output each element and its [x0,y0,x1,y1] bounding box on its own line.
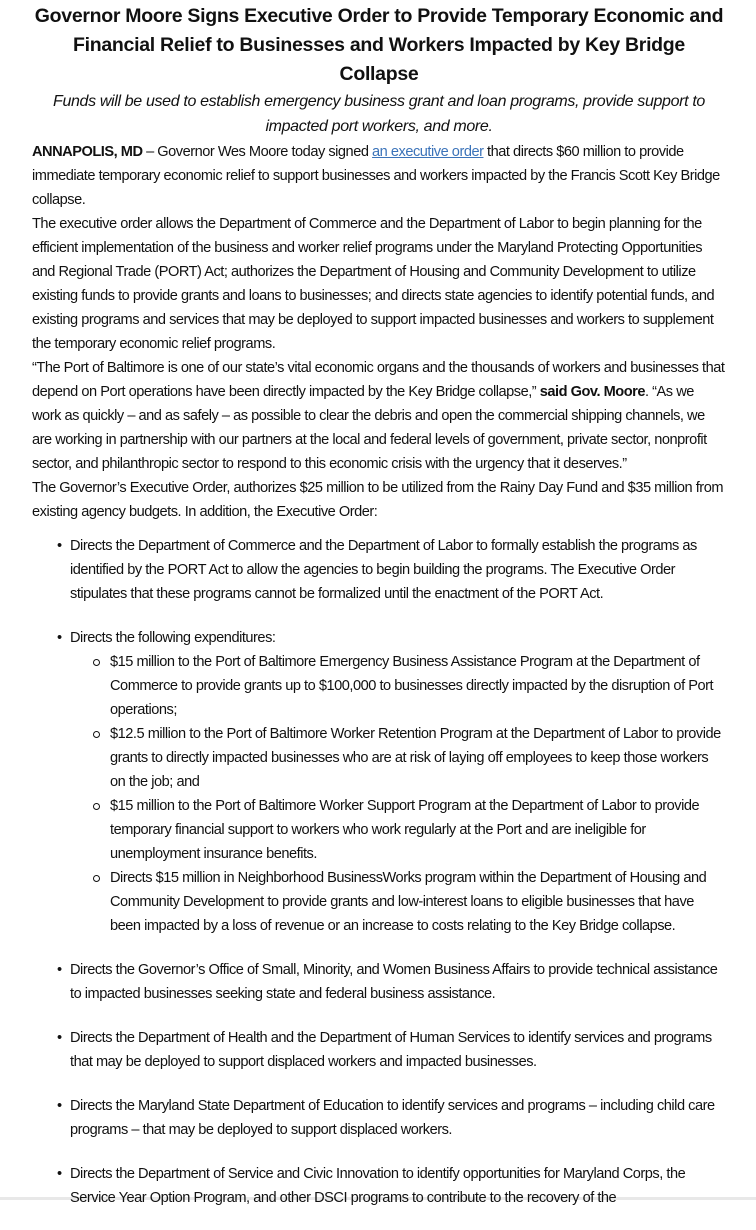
executive-order-link[interactable]: an executive order [372,144,484,160]
list-item-text: Directs the Maryland State Department of Education to identify services and programs – including child care programs – that may be deployed to support displaced workers. [70,1098,715,1138]
sub-list-item-text: Directs $15 million in Neighborhood BusinessWorks program within the Department of Housing and Community Development to provide grants and low-interest loans to eligible businesses that have been impacted by a loss of revenue or an increase to costs relating to the Key Bridge collapse. [110,870,707,934]
bullet-icon: • [57,630,62,646]
quote-paragraph [32,356,726,476]
list-item [57,958,726,1006]
list-item [57,1026,726,1074]
sub-list-item [110,650,726,722]
sub-list-item-text: $15 million to the Port of Baltimore Worker Support Program at the Department of Labor to provide temporary financial support to workers who work regularly at the Port and are ineligible for unemployment insurance benefits. [110,798,700,862]
intro-text-end: that directs $60 million to provide immediate temporary economic relief to support businesses and workers impacted by the Francis Scott Key Bridge collapse. [32,144,720,208]
dateline: ANNAPOLIS, MD [32,144,143,160]
list-item-text: Directs the following expenditures: [70,630,276,646]
list-item-text: Directs the Department of Commerce and the Department of Labor to formally establish the programs as identified by the PORT Act to allow the agencies to begin building the programs. The Executive Order stipulates that these programs cannot be formalized until the enactment of the PORT Act. [70,538,697,602]
list-item-text: Directs the Governor’s Office of Small, Minority, and Women Business Affairs to provide technical assistance to impacted businesses seeking state and federal business assistance. [70,962,718,1002]
sub-list-item-text: $15 million to the Port of Baltimore Emergency Business Assistance Program at the Department of Commerce to provide grants up to $100,000 to businesses directly impacted by the disruption of Port operations; [110,654,714,718]
sub-list-item [110,794,726,866]
expenditures-list [70,650,726,938]
paragraph-funding: The Governor’s Executive Order, authorizes $25 million to be utilized from the Rainy Day Fund and $35 million from existing agency budgets. In addition, the Executive Order: [32,480,724,520]
order-provisions-list [32,534,726,1210]
list-item [57,534,726,606]
circle-bullet-icon [93,731,100,738]
sub-list-item-text: $12.5 million to the Port of Baltimore Worker Retention Program at the Department of Labor to provide grants to directly impacted businesses who are at risk of laying off employees to keep those workers on the job; and [110,726,721,790]
bullet-icon: • [57,962,62,978]
list-item-text: Directs the Department of Health and the Department of Human Services to identify services and programs that may be deployed to support displaced workers and impacted businesses. [70,1030,712,1070]
sub-list-item [110,866,726,938]
subtitle: Funds will be used to establish emergency business grant and loan programs, provide support to impacted port workers, and more. [53,93,705,135]
quote-attribution: said Gov. Moore [539,384,646,400]
bullet-icon: • [57,1166,62,1182]
intro-text: – Governor Wes Moore today signed [142,144,373,160]
quote-text-end: . “As we work as quickly – and as safely – as possible to clear the debris and open the commercial shipping channels, we are working in partnership with our partners at the local and federal levels of government, private sector, nonprofit sector, and philanthropic sector to respond to this economic crisis with the urgency that it deserves.” [32,384,707,472]
bullet-icon: • [57,538,62,554]
sub-list-item [110,722,726,794]
intro-paragraph [32,140,726,212]
list-item-text: Directs the Department of Service and Civic Innovation to identify opportunities for Maryland Corps, the Service Year Option Program, and other DSCI programs to contribute to the recovery of the [70,1166,686,1206]
bullet-icon: • [57,1030,62,1046]
page-title: Governor Moore Signs Executive Order to Provide Temporary Economic and Financial Relief to Businesses and Workers Impacted by Key Bridge Collapse [34,5,724,85]
list-item [57,626,726,938]
paragraph-executive-order: The executive order allows the Department of Commerce and the Department of Labor to begin planning for the efficient implementation of the business and worker relief programs under the Maryland Protecting Opportunities and Regional Trade (PORT) Act; authorizes the Department of Housing and Community Development to utilize existing funds to provide grants and loans to businesses; and directs state agencies to identify potential funds, and existing programs and services that may be deployed to support impacted businesses and workers to supplement the temporary economic relief programs. [32,216,715,352]
quote-text: “The Port of Baltimore is one of our state’s vital economic organs and the thousands of workers and businesses that depend on Port operations have been directly impacted by the Key Bridge collapse,” [32,360,725,400]
bullet-icon: • [57,1098,62,1114]
list-item [57,1162,726,1210]
circle-bullet-icon [93,803,100,810]
circle-bullet-icon [93,875,100,882]
circle-bullet-icon [93,659,100,666]
list-item [57,1094,726,1142]
